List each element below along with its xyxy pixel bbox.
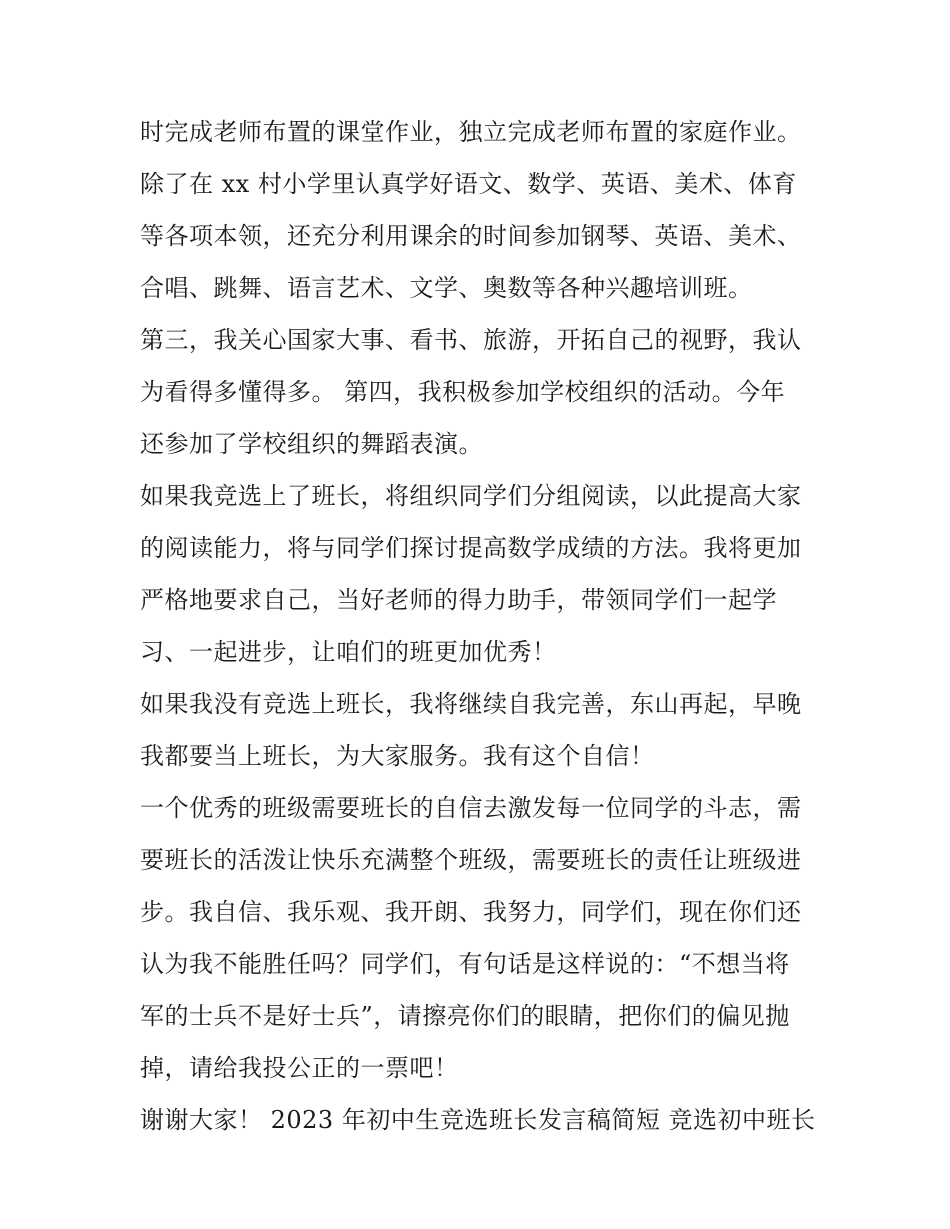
- text-line: 等各项本领，还充分利用课余的时间参加钢琴、英语、美术、: [140, 222, 802, 250]
- text-line: 合唱、跳舞、语言艺术、文学、奥数等各种兴趣培训班。: [140, 274, 753, 302]
- text-line: 我都要当上班长，为大家服务。我有这个自信！: [140, 742, 655, 770]
- text-line: 认为我不能胜任吗？同学们，有句话是这样说的：“不想当将: [140, 950, 790, 978]
- text-line: 如果我竞选上了班长，将组织同学们分组阅读，以此提高大家: [140, 482, 802, 510]
- text-line: 要班长的活泼让快乐充满整个班级，需要班长的责任让班级进: [140, 846, 802, 874]
- text-line: 除了在 xx 村小学里认真学好语文、数学、英语、美术、体育: [140, 170, 797, 198]
- text-line: 习、一起进步，让咱们的班更加优秀！: [140, 638, 557, 666]
- text-line: 还参加了学校组织的舞蹈表演。: [140, 430, 483, 458]
- text-line: 为看得多懂得多。 第四，我积极参加学校组织的活动。今年: [140, 378, 786, 406]
- text-line: 步。我自信、我乐观、我开朗、我努力，同学们，现在你们还: [140, 898, 802, 926]
- text-line: 第三，我关心国家大事、看书、旅游，开拓自己的视野，我认: [140, 326, 802, 354]
- text-line: 的阅读能力，将与同学们探讨提高数学成绩的方法。我将更加: [140, 534, 802, 562]
- text-line: 掉，请给我投公正的一票吧！: [140, 1054, 459, 1082]
- text-line: 谢谢大家！ 2023 年初中生竞选班长发言稿简短 竞选初中班长: [140, 1106, 816, 1134]
- text-line: 如果我没有竞选上班长，我将继续自我完善，东山再起，早晚: [140, 690, 802, 718]
- text-line: 严格地要求自己，当好老师的得力助手，带领同学们一起学: [140, 586, 777, 614]
- document-body: [140, 106, 820, 1146]
- text-line: 一个优秀的班级需要班长的自信去激发每一位同学的斗志，需: [140, 794, 802, 822]
- text-line: 军的士兵不是好士兵”，请擦亮你们的眼睛，把你们的偏见抛: [140, 1002, 790, 1030]
- text-line: 时完成老师布置的课堂作业，独立完成老师布置的家庭作业。: [140, 118, 802, 146]
